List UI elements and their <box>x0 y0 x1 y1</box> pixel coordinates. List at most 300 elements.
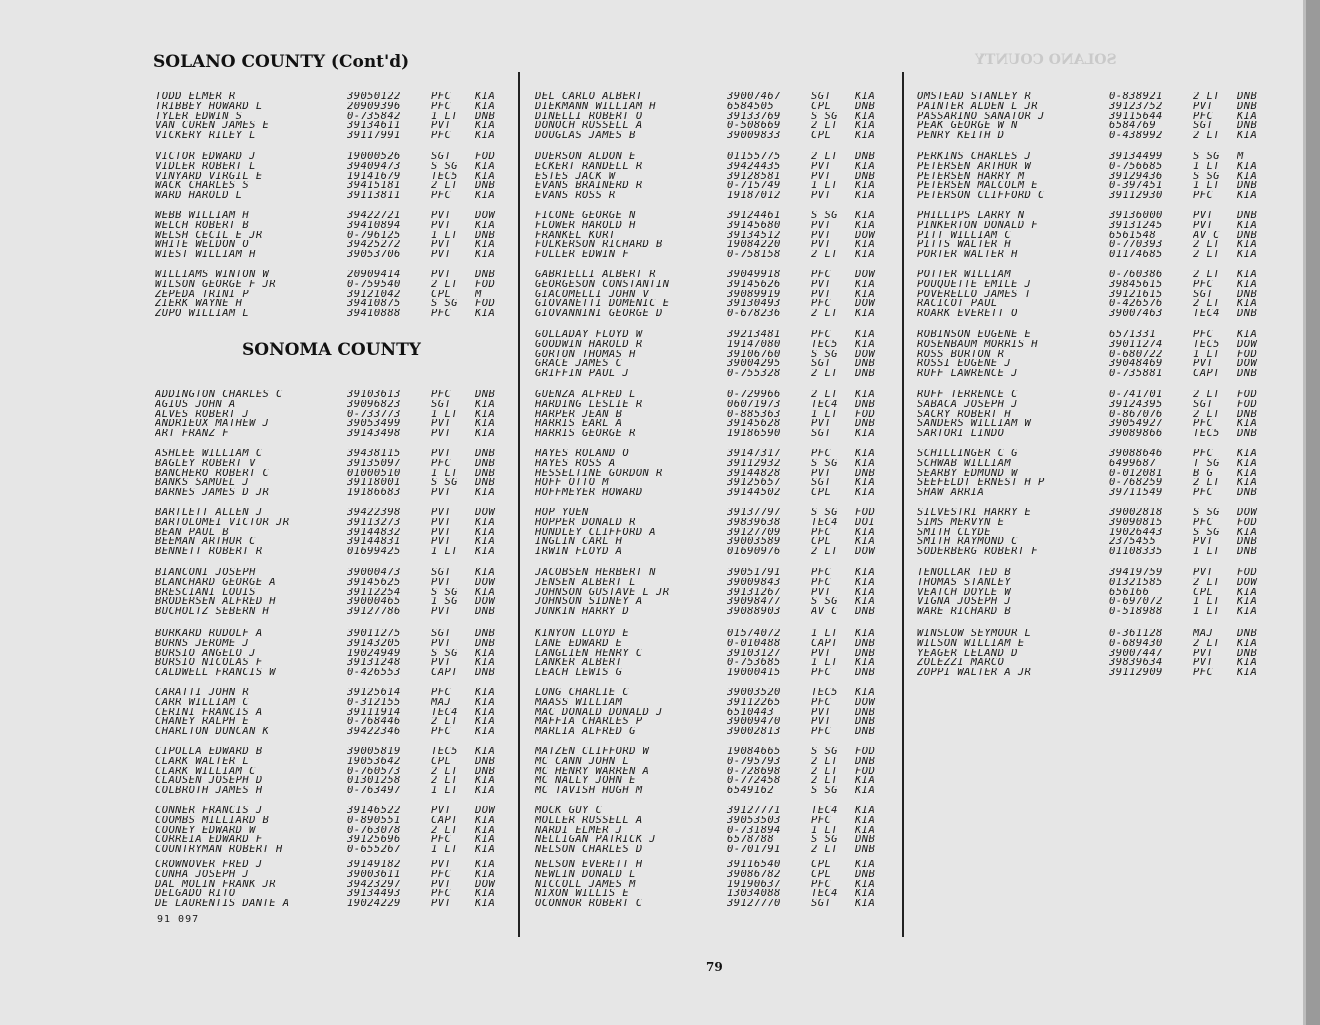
entry-name: MC CANN JOHN L <box>535 756 630 767</box>
roster-entry <box>535 359 899 369</box>
entry-serial: 39115644 <box>1109 111 1163 122</box>
entry-serial: 0-012081 <box>1109 468 1163 479</box>
entry-status: DNB <box>855 756 876 767</box>
entry-rank: SGT <box>431 568 452 578</box>
entry-status: KIA <box>1237 638 1258 649</box>
entry-status: DNB <box>1237 488 1258 498</box>
entry-name: SILVESTRI HARRY E <box>917 508 1032 518</box>
entry-name: NICCOLL JAMES M <box>535 879 636 890</box>
entry-rank: PVT <box>811 419 832 430</box>
entry-rank: PVT <box>431 270 452 280</box>
entry-status: DOW <box>1237 359 1258 370</box>
entry-name: SABACA JOSEPH J <box>917 399 1018 410</box>
entry-name: ECKERT RANDELL R <box>535 161 643 172</box>
entry-status: DNB <box>855 717 876 728</box>
entry-status: KIA <box>1237 161 1258 172</box>
roster-entry <box>155 410 519 420</box>
entry-name: WILSON GEORGE F JR <box>155 279 276 290</box>
entry-rank: 1 LT <box>431 468 458 479</box>
roster-entry <box>917 211 1281 221</box>
roster-group <box>155 211 519 260</box>
entry-status: FOD <box>1237 517 1258 528</box>
entry-serial: 39002813 <box>727 727 781 737</box>
roster-entry <box>535 757 899 767</box>
entry-rank: PFC <box>1193 330 1214 340</box>
entry-name: HAYES ROLAND O <box>535 449 630 459</box>
roster-entry <box>917 369 1281 379</box>
entry-rank: 1 LT <box>811 658 838 669</box>
entry-serial: 39088903 <box>727 607 781 617</box>
entry-status: DOW <box>1237 577 1258 588</box>
entry-serial: 39127786 <box>347 607 401 617</box>
roster-entry <box>535 459 899 469</box>
roster-entry <box>155 698 519 708</box>
roster-entry <box>535 172 899 182</box>
entry-name: BURKARD RUDOLF A <box>155 629 263 639</box>
entry-name: NARDI ELMER J <box>535 825 623 836</box>
roster-entry <box>155 708 519 718</box>
entry-name: TRIBBEY HOWARD L <box>155 101 263 112</box>
entry-status: KIA <box>475 191 496 201</box>
entry-serial: 0-312155 <box>347 697 401 708</box>
entry-status: KIA <box>475 547 496 557</box>
entry-status: M <box>475 289 482 300</box>
entry-serial: 19147080 <box>727 339 781 350</box>
entry-rank: MAJ <box>431 697 452 708</box>
entry-rank: PFC <box>1193 111 1214 122</box>
entry-name: HOFFMEYER HOWARD <box>535 488 643 498</box>
column-divider-right <box>902 72 904 937</box>
entry-status: KIA <box>1237 171 1258 182</box>
entry-rank: SGT <box>1193 399 1214 410</box>
entry-name: BURNS JEROME J <box>155 638 250 649</box>
entry-rank: PFC <box>431 131 452 141</box>
entry-name: HAYES ROSS A <box>535 458 616 469</box>
roster-entry <box>535 767 899 777</box>
entry-rank: PFC <box>431 101 452 112</box>
entry-status: DNB <box>475 766 496 777</box>
entry-status: DNB <box>475 607 496 617</box>
entry-rank: PVT <box>431 488 452 498</box>
roster-entry <box>535 121 899 131</box>
entry-name: PITT WILLIAM C <box>917 230 1012 241</box>
entry-status: DOW <box>855 299 876 310</box>
entry-status: KIA <box>855 220 876 231</box>
entry-rank: 1 LT <box>1193 161 1220 172</box>
entry-serial: 39124461 <box>727 211 781 221</box>
entry-serial: 39410875 <box>347 299 401 310</box>
entry-rank: 1 LT <box>431 786 458 796</box>
roster-entry <box>917 231 1281 241</box>
entry-serial: 0-655267 <box>347 845 401 855</box>
entry-status: KIA <box>475 776 496 787</box>
roster-entry <box>917 469 1281 479</box>
roster-entry <box>155 588 519 598</box>
entry-status: KIA <box>855 537 876 548</box>
entry-name: IRWIN FLOYD A <box>535 547 623 557</box>
roster-entry <box>917 459 1281 469</box>
entry-status: KIA <box>475 815 496 826</box>
entry-name: HOP YUEN <box>535 508 589 518</box>
entry-status: KIA <box>475 92 496 102</box>
entry-serial: 39410888 <box>347 309 401 319</box>
entry-serial: 01699425 <box>347 547 401 557</box>
entry-name: EVANS BRAINERD R <box>535 181 643 192</box>
entry-rank: S SG <box>1193 508 1220 518</box>
entry-status: DNB <box>855 869 876 880</box>
entry-rank: 2 LT <box>1193 577 1220 588</box>
entry-name: BURSIO ANGELO J <box>155 648 256 659</box>
entry-status: KIA <box>475 727 496 737</box>
entry-status: KIA <box>475 860 496 870</box>
roster-group <box>155 449 519 498</box>
roster-entry <box>917 639 1281 649</box>
entry-name: CLARK WALTER L <box>155 756 250 767</box>
roster-entry <box>155 537 519 547</box>
entry-rank: 1 LT <box>1193 597 1220 608</box>
entry-rank: PVT <box>431 508 452 518</box>
entry-status: DNB <box>1237 289 1258 300</box>
roster-group <box>917 211 1281 260</box>
entry-serial: 0-733773 <box>347 409 401 420</box>
roster-entry <box>155 717 519 727</box>
section-heading-sonoma: SONOMA COUNTY <box>242 340 421 360</box>
roster-entry <box>535 547 899 557</box>
roster-entry <box>535 191 899 201</box>
entry-rank: 2 LT <box>1193 131 1220 141</box>
entry-name: DOUGLAS JAMES B <box>535 131 636 141</box>
entry-rank: PFC <box>1193 191 1214 201</box>
roster-entry <box>155 309 519 319</box>
roster-entry <box>155 639 519 649</box>
entry-status: KIA <box>475 697 496 708</box>
roster-entry <box>535 639 899 649</box>
roster-entry <box>535 708 899 718</box>
entry-serial: 0-689430 <box>1109 638 1163 649</box>
entry-rank: CPL <box>431 289 452 300</box>
entry-name: COUNTRYMAN ROBERT H <box>155 845 283 855</box>
roster-entry <box>917 488 1281 498</box>
entry-serial: 39130493 <box>727 299 781 310</box>
entry-rank: PVT <box>811 279 832 290</box>
entry-serial: 39145626 <box>727 279 781 290</box>
entry-status: KIA <box>475 747 496 757</box>
entry-name: MAFFIA CHARLES P <box>535 717 643 728</box>
entry-status: KIA <box>475 527 496 538</box>
roster-entry <box>917 309 1281 319</box>
entry-name: PHILLIPS LARRY N <box>917 211 1025 221</box>
entry-name: BENNETT ROBERT R <box>155 547 263 557</box>
roster-entry <box>917 131 1281 141</box>
entry-name: DUERSON ALDON E <box>535 152 636 162</box>
entry-rank: PVT <box>1193 359 1214 370</box>
entry-name: BIANCONI JOSEPH <box>155 568 256 578</box>
entry-rank: PFC <box>1193 488 1214 498</box>
entry-rank: T SG <box>1193 458 1220 469</box>
entry-rank: 1 LT <box>431 111 458 122</box>
entry-name: PEAK GEORGE W N <box>917 121 1018 132</box>
entry-status: KIA <box>475 429 496 439</box>
entry-serial: 39125657 <box>727 478 781 489</box>
entry-name: BANKS SAMUEL J <box>155 478 250 489</box>
roster-entry <box>155 776 519 786</box>
roster-entry <box>917 508 1281 518</box>
roster-entry <box>535 240 899 250</box>
entry-serial: 2375455 <box>1109 537 1157 548</box>
entry-status: KIA <box>855 825 876 836</box>
roster-entry <box>535 419 899 429</box>
entry-name: LEACH LEWIS G <box>535 668 623 678</box>
entry-serial: 39113273 <box>347 517 401 528</box>
roster-entry <box>535 537 899 547</box>
entry-name: TENOLLAR TED B <box>917 568 1012 578</box>
entry-serial: 19084220 <box>727 240 781 251</box>
entry-status: KIA <box>1237 449 1258 459</box>
entry-name: VIDLER ROBERT L <box>155 161 256 172</box>
entry-name: ALVES ROBERT J <box>155 409 250 420</box>
entry-serial: 19026443 <box>1109 527 1163 538</box>
roster-group <box>917 330 1281 379</box>
entry-status: KIA <box>475 587 496 598</box>
entry-rank: 2 LT <box>431 766 458 777</box>
roster-entry <box>155 469 519 479</box>
roster-group <box>155 270 519 319</box>
entry-serial: 39113811 <box>347 191 401 201</box>
entry-rank: PFC <box>811 815 832 826</box>
entry-rank: PVT <box>431 121 452 132</box>
entry-name: JACOBSEN HERBERT N <box>535 568 656 578</box>
entry-name: BAGLEY ROBERT V <box>155 458 256 469</box>
entry-status: KIA <box>1237 478 1258 489</box>
roster-entry <box>535 717 899 727</box>
entry-name: ART FRANZ F <box>155 429 229 439</box>
roster-entry <box>917 547 1281 557</box>
entry-serial: 39438115 <box>347 449 401 459</box>
entry-serial: 6571331 <box>1109 330 1157 340</box>
entry-serial: 39053499 <box>347 419 401 430</box>
entry-serial: 0-770393 <box>1109 240 1163 251</box>
entry-rank: PVT <box>1193 648 1214 659</box>
roster-entry <box>535 478 899 488</box>
roster-entry <box>155 786 519 796</box>
entry-status: KIA <box>855 240 876 251</box>
roster-entry <box>155 767 519 777</box>
entry-name: OCONNOR ROBERT C <box>535 899 643 909</box>
entry-rank: PVT <box>811 230 832 241</box>
entry-name: VEATCH DOYLE W <box>917 587 1012 598</box>
entry-status: DNB <box>475 270 496 280</box>
roster-entry <box>535 112 899 122</box>
entry-name: KINYON LLOYD E <box>535 629 630 639</box>
entry-status: KIA <box>475 568 496 578</box>
entry-rank: PFC <box>1193 449 1214 459</box>
entry-rank: TEC5 <box>811 339 838 350</box>
entry-status: KIA <box>855 449 876 459</box>
entry-rank: CPL <box>811 101 832 112</box>
entry-status: DNB <box>475 390 496 400</box>
entry-serial: 39424435 <box>727 161 781 172</box>
roster-group <box>535 449 899 498</box>
roster-entry <box>917 172 1281 182</box>
roster-entry <box>155 181 519 191</box>
roster-entry <box>535 162 899 172</box>
roster-group <box>535 508 899 557</box>
entry-serial: 39103613 <box>347 390 401 400</box>
entry-serial: 6584769 <box>1109 121 1157 132</box>
entry-serial: 01301258 <box>347 776 401 787</box>
entry-serial: 39143498 <box>347 429 401 439</box>
entry-serial: 0-678236 <box>727 309 781 319</box>
entry-status: DNB <box>1237 648 1258 659</box>
entry-status: DOW <box>855 697 876 708</box>
entry-serial: 39009470 <box>727 717 781 728</box>
entry-rank: S SG <box>1193 527 1220 538</box>
roster-entry <box>535 290 899 300</box>
entry-rank: 2 LT <box>1193 638 1220 649</box>
entry-rank: CAPT <box>1193 369 1220 379</box>
entry-serial: 39004295 <box>727 359 781 370</box>
entry-serial: 0-795793 <box>727 756 781 767</box>
entry-rank: 2 LT <box>431 181 458 192</box>
roster-group <box>917 508 1281 557</box>
entry-rank: TEC5 <box>1193 429 1220 439</box>
roster-entry <box>155 390 519 400</box>
entry-serial: 39053503 <box>727 815 781 826</box>
roster-entry <box>535 231 899 241</box>
entry-status: KIA <box>855 587 876 598</box>
entry-name: HARRIS EARL A <box>535 419 623 430</box>
entry-status: KIA <box>1237 299 1258 310</box>
roster-entry <box>155 597 519 607</box>
roster-group <box>535 747 899 796</box>
entry-rank: 1 LT <box>1193 607 1220 617</box>
entry-rank: SGT <box>811 359 832 370</box>
roster-group <box>917 270 1281 319</box>
entry-status: KIA <box>1237 250 1258 260</box>
entry-serial: 39098477 <box>727 597 781 608</box>
entry-name: GABRIELLI ALBERT R <box>535 270 656 280</box>
entry-serial: 0-756685 <box>1109 161 1163 172</box>
entry-name: POUQUETTE EMILE J <box>917 279 1032 290</box>
entry-rank: 2 LT <box>431 776 458 787</box>
entry-status: KIA <box>475 488 496 498</box>
entry-rank: S SG <box>1193 152 1220 162</box>
roster-entry <box>917 221 1281 231</box>
entry-status: DNB <box>855 359 876 370</box>
entry-status: FOD <box>1237 568 1258 578</box>
entry-serial: 39118001 <box>347 478 401 489</box>
entry-rank: 2 LT <box>811 250 838 260</box>
entry-rank: TEC5 <box>431 747 458 757</box>
entry-serial: 20909414 <box>347 270 401 280</box>
entry-rank: PFC <box>431 688 452 698</box>
entry-rank: S SG <box>431 299 458 310</box>
entry-serial: 39112930 <box>1109 191 1163 201</box>
entry-rank: PVT <box>811 171 832 182</box>
roster-entry <box>535 860 899 870</box>
entry-status: FOD <box>1237 399 1258 410</box>
entry-name: WHITE WELDON O <box>155 240 250 251</box>
roster-entry <box>155 240 519 250</box>
entry-status: DNB <box>1237 409 1258 420</box>
entry-serial: 39128581 <box>727 171 781 182</box>
entry-status: KIA <box>475 101 496 112</box>
entry-rank: PFC <box>431 92 452 102</box>
entry-serial: 39144828 <box>727 468 781 479</box>
entry-rank: PVT <box>431 517 452 528</box>
entry-status: KIA <box>475 220 496 231</box>
roster-group <box>535 92 899 141</box>
entry-serial: 39845615 <box>1109 279 1163 290</box>
entry-status: FOD <box>475 152 496 162</box>
entry-rank: PVT <box>431 879 452 890</box>
entry-serial: 01108335 <box>1109 547 1163 557</box>
roster-entry <box>155 429 519 439</box>
roster-entry <box>535 221 899 231</box>
entry-status: DNB <box>855 638 876 649</box>
entry-rank: PVT <box>431 658 452 669</box>
entry-status: KIA <box>855 458 876 469</box>
entry-rank: PFC <box>1193 668 1214 678</box>
entry-status: DNB <box>855 468 876 479</box>
entry-rank: 1 LT <box>431 409 458 420</box>
entry-name: WACK CHARLES S <box>155 181 250 192</box>
entry-serial: 0-755328 <box>727 369 781 379</box>
entry-name: TYLER EDWIN S <box>155 111 243 122</box>
roster-entry <box>155 845 519 855</box>
entry-status: KIA <box>1237 658 1258 669</box>
entry-status: DNB <box>855 707 876 718</box>
entry-rank: PVT <box>431 577 452 588</box>
entry-name: SEEFELDT ERNEST H P <box>917 478 1045 489</box>
entry-status: KIA <box>475 309 496 319</box>
entry-rank: 2 LT <box>1193 270 1220 280</box>
entry-rank: S SG <box>811 349 838 360</box>
entry-status: DNB <box>855 607 876 617</box>
entry-rank: PFC <box>811 879 832 890</box>
entry-rank: PVT <box>431 250 452 260</box>
entry-serial: 0-715749 <box>727 181 781 192</box>
entry-serial: 39009833 <box>727 131 781 141</box>
roster-group <box>917 629 1281 678</box>
entry-rank: S SG <box>431 478 458 489</box>
entry-rank: PVT <box>811 587 832 598</box>
entry-name: RUFF LAWRENCE J <box>917 369 1018 379</box>
entry-rank: CPL <box>1193 587 1214 598</box>
entry-name: CARR WILLIAM C <box>155 697 250 708</box>
entry-status: DNB <box>475 468 496 479</box>
entry-rank: TEC4 <box>811 517 838 528</box>
entry-serial: 01690976 <box>727 547 781 557</box>
entry-rank: PFC <box>811 668 832 678</box>
entry-rank: MAJ <box>1193 629 1214 639</box>
entry-status: DNB <box>475 638 496 649</box>
roster-entry <box>917 280 1281 290</box>
entry-rank: S SG <box>811 508 838 518</box>
entry-serial: 39089866 <box>1109 429 1163 439</box>
entry-serial: 19024229 <box>347 899 401 909</box>
entry-rank: SGT <box>431 629 452 639</box>
entry-status: KIA <box>855 488 876 498</box>
roster-entry <box>155 870 519 880</box>
entry-serial: 01155775 <box>727 152 781 162</box>
entry-status: DOW <box>855 230 876 241</box>
entry-name: SACRY ROBERT H <box>917 409 1012 420</box>
roster-entry <box>155 290 519 300</box>
entry-serial: 39410894 <box>347 220 401 231</box>
entry-serial: 39000465 <box>347 597 401 608</box>
entry-name: LANKER ALBERT <box>535 658 623 669</box>
